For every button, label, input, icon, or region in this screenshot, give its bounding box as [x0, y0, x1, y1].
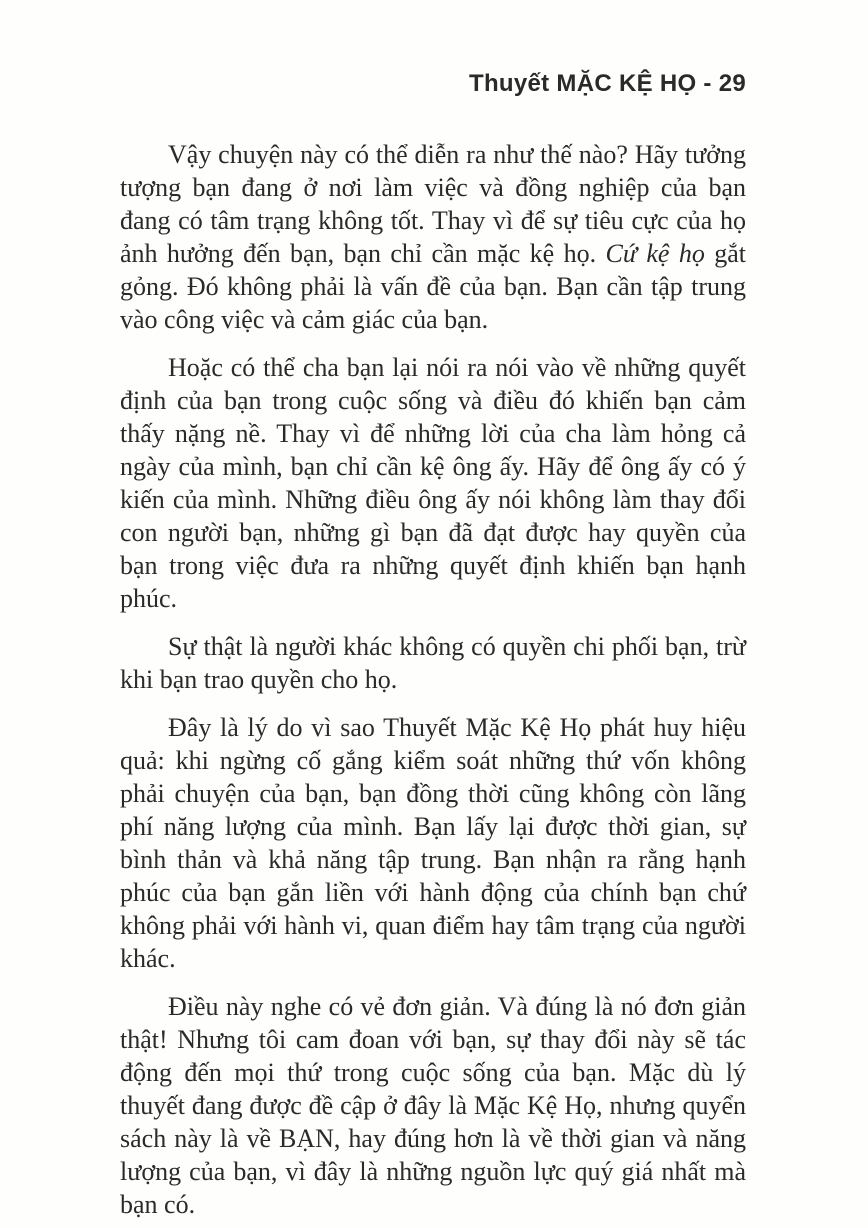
paragraph-4: [120, 711, 746, 975]
text-segment: Hoặc có thể cha bạn lại nói ra nói vào về những quyết định của bạn trong cuộc sống và điều đó khiến bạn cảm thấy nặng nề. Thay vì để những lời của cha làm hỏng cả ngày của mình, bạn chỉ cần kệ ông ấy. Hãy để ông ấy có ý kiến của mình. Những điều ông ấy nói không làm thay đổi con người bạn, những gì bạn đã đạt được hay quyền của bạn trong việc đưa ra những quyết định khiến bạn hạnh phúc.: [120, 353, 746, 613]
paragraph-5: [120, 990, 746, 1221]
running-header-title: Thuyết MẶC KỆ HỌ - 29: [469, 70, 746, 97]
text-segment: Sự thật là người khác không có quyền chi phối bạn, trừ khi bạn trao quyền cho họ.: [120, 632, 746, 694]
running-header: [120, 70, 746, 98]
paragraph-2: [120, 351, 746, 615]
italic-text-segment: Cứ kệ họ: [605, 239, 705, 268]
text-segment: gắt gỏng. Đó không phải là vấn đề của bạn. Bạn cần tập trung vào công việc và cảm giác của bạn.: [120, 239, 747, 334]
page-content: [120, 138, 746, 1228]
paragraph-1: [120, 138, 746, 336]
paragraph-3: [120, 630, 746, 696]
text-segment: Vậy chuyện này có thể diễn ra như thế nào? Hãy tưởng tượng bạn đang ở nơi làm việc và đồng nghiệp của bạn đang có tâm trạng không tốt. Thay vì để sự tiêu cực của họ ảnh hưởng đến bạn, bạn chỉ cần mặc kệ họ.: [120, 140, 746, 268]
text-segment: Điều này nghe có vẻ đơn giản. Và đúng là nó đơn giản thật! Nhưng tôi cam đoan với bạn, sự thay đổi này sẽ tác động đến mọi thứ trong cuộc sống của bạn. Mặc dù lý thuyết đang được đề cập ở đây là Mặc Kệ Họ, nhưng quyển sách này là về BẠN, hay đúng hơn là về thời gian và năng lượng của bạn, vì đây là những nguồn lực quý giá nhất mà bạn có.: [120, 992, 746, 1219]
text-segment: Đây là lý do vì sao Thuyết Mặc Kệ Họ phát huy hiệu quả: khi ngừng cố gắng kiểm soát những thứ vốn không phải chuyện của bạn, bạn đồng thời cũng không còn lãng phí năng lượng của mình. Bạn lấy lại được thời gian, sự bình thản và khả năng tập trung. Bạn nhận ra rằng hạnh phúc của bạn gắn liền với hành động của chính bạn chứ không phải với hành vi, quan điểm hay tâm trạng của người khác.: [120, 713, 746, 973]
